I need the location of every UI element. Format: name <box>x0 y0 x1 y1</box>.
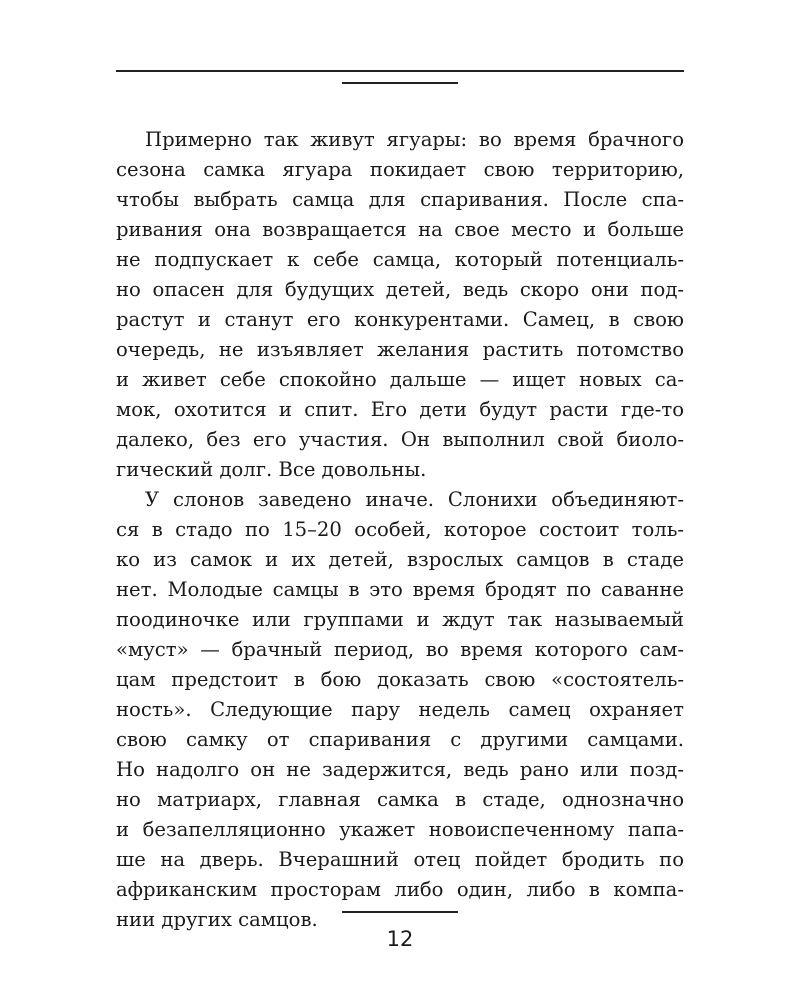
text-line: но опасен для будущих детей, ведь скоро они под- <box>116 278 684 301</box>
text-line: ся в стадо по 15–20 особей, которое состоит толь- <box>116 518 684 541</box>
text-line: цам предстоит в бою доказать свою «состоятель- <box>116 668 684 691</box>
page-number: 12 <box>386 927 414 951</box>
paragraph-jaguars <box>116 125 684 485</box>
text-line: растут и станут его конкурентами. Самец, в свою <box>116 308 684 331</box>
text-line: далеко, без его участия. Он выполнил свой биоло- <box>116 428 684 451</box>
text-line: и живет себе спокойно дальше — ищет новых са- <box>116 368 684 391</box>
text-line: ше на дверь. Вчерашний отец пойдет бродить по <box>116 848 684 871</box>
text-line: У слонов заведено иначе. Слонихи объединяют- <box>145 488 684 511</box>
text-line: свою самку от спаривания с другими самцами. <box>116 728 684 751</box>
text-line: очередь, не изъявляет желания растить потомство <box>116 338 684 361</box>
header-rule <box>116 70 684 72</box>
paragraph-elephants <box>116 485 684 935</box>
text-line: Но надолго он не задержится, ведь рано или позд- <box>116 758 684 781</box>
footer-rule <box>342 911 458 913</box>
header-short-rule <box>342 82 458 84</box>
text-line: гический долг. Все довольны. <box>116 458 427 481</box>
text-line: но матриарх, главная самка в стаде, однозначно <box>116 788 684 811</box>
text-line: поодиночке или группами и ждут так называемый <box>116 608 684 631</box>
text-line: «муст» — брачный период, во время которого сам- <box>116 638 684 661</box>
text-line: мок, охотится и спит. Его дети будут расти где-то <box>116 398 684 421</box>
text-line: нет. Молодые самцы в это время бродят по саванне <box>116 578 684 601</box>
text-line: сезона самка ягуара покидает свою территорию, <box>116 158 684 181</box>
text-line: чтобы выбрать самца для спаривания. После спа- <box>116 188 684 211</box>
text-line: африканским просторам либо один, либо в компа- <box>116 878 684 901</box>
text-line: нии других самцов. <box>116 908 318 931</box>
body-text <box>116 125 684 935</box>
text-line: Примерно так живут ягуары: во время брачного <box>145 128 684 151</box>
text-line: не подпускает к себе самца, который потенциаль- <box>116 248 684 271</box>
text-line: ривания она возвращается на свое место и больше <box>116 218 684 241</box>
text-line: ность». Следующие пару недель самец охраняет <box>116 698 684 721</box>
text-line: и безапелляционно укажет новоиспеченному папа- <box>116 818 684 841</box>
text-line: ко из самок и их детей, взрослых самцов в стаде <box>116 548 684 571</box>
